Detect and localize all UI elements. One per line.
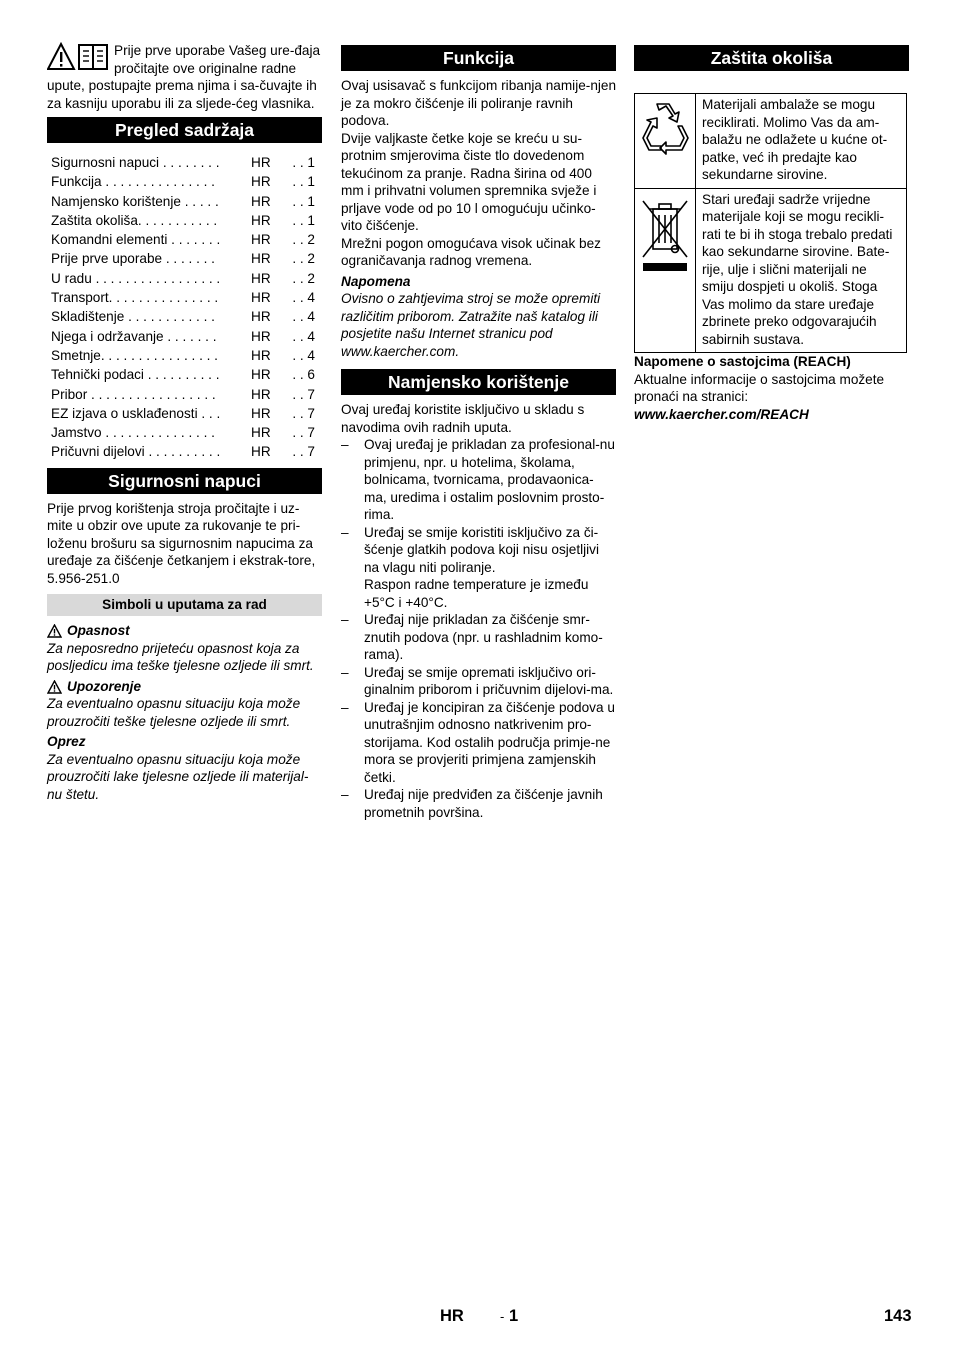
toc-row[interactable] xyxy=(47,327,322,346)
intended-use-heading: Namjensko korištenje xyxy=(341,369,616,395)
toc-entry-title: U radu . . . . . . . . . . . . . . . . . xyxy=(51,270,221,286)
footer-local-number: 1 xyxy=(508,1307,519,1325)
toc-entry-page: . . 1 xyxy=(292,155,315,170)
toc-entry-title: Transport. . . . . . . . . . . . . . . xyxy=(51,290,219,306)
toc-entry-page: . . 7 xyxy=(292,386,315,402)
warning-label-row xyxy=(47,678,322,696)
table-row xyxy=(635,188,907,353)
toc-entry-title: Pričuvni dijelovi . . . . . . . . . . xyxy=(51,444,221,460)
toc-entry-title: Zaštita okoliša. . . . . . . . . . . xyxy=(51,212,218,228)
toc-entry-page: . . 4 xyxy=(292,347,315,363)
reach-link[interactable]: www.kaercher.com/REACH xyxy=(634,406,809,422)
toc-entry-lang: HR xyxy=(251,347,271,363)
footer-local-page xyxy=(500,1306,518,1327)
toc-row[interactable] xyxy=(47,288,322,307)
intro-block xyxy=(47,42,322,112)
toc-entry-title: Prije prve uporabe . . . . . . . xyxy=(51,251,215,267)
toc-entry-page: . . 4 xyxy=(292,309,315,325)
toc-entry-lang: HR xyxy=(251,193,271,209)
toc-entry-page: . . 6 xyxy=(292,367,315,383)
toc-table xyxy=(47,153,322,462)
footer-lang: HR xyxy=(440,1307,464,1325)
weee-bin-icon-cell xyxy=(635,188,696,353)
toc-entry-page: . . 2 xyxy=(292,232,315,248)
toc-entry-title: EZ izjava o usklađenosti . . . xyxy=(51,405,221,421)
toc-entry-title: Smetnje. . . . . . . . . . . . . . . . xyxy=(51,347,218,363)
function-p3: Mrežni pogon omogućava visok učinak bez ograničavanja radnog vremena. xyxy=(341,235,601,268)
function-note-text: Ovisno o zahtjevima stroj se može opremiti različitim priborom. Zatražite naš katalog ili posjetite našu Internet stranicu pod www.kaercher.com. xyxy=(341,291,601,359)
toc-entry-lang: HR xyxy=(251,174,271,190)
danger-text: Za neposredno prijeteću opasnost koja za posljedicu ima teške tjelesne ozljede ili smrt. xyxy=(47,640,314,674)
danger-label: Opasnost xyxy=(67,623,130,639)
toc-entry-title: Njega i održavanje . . . . . . . xyxy=(51,328,217,344)
toc-entry-title: Sigurnosni napuci . . . . . . . . xyxy=(51,155,220,170)
toc-entry-title: Tehnički podaci . . . . . . . . . . xyxy=(51,367,220,383)
toc-entry-page: . . 7 xyxy=(292,425,315,441)
temperature-note: Raspon radne temperature je između +5°C i +40°C. xyxy=(364,577,589,610)
toc-row[interactable] xyxy=(47,346,322,365)
reach-text: Aktualne informacije o sastojcima možete pronaći na stranici: xyxy=(634,371,885,404)
toc-entry-title: Funkcija . . . . . . . . . . . . . . . xyxy=(51,174,215,190)
packaging-recycling-text: Materijali ambalaže se mogu reciklirati. Molimo Vas da am-balažu ne odlažete u kućne ot-patke, već ih predajte kao sekundarne sirovine. xyxy=(696,94,907,189)
recycling-icon-cell xyxy=(635,94,696,189)
toc-entry-title: Pribor . . . . . . . . . . . . . . . . . xyxy=(51,386,216,402)
safety-text: Prije prvog korištenja stroja pročitajte i uz-mite u obzir ove upute za rukovanje te pri-loženu brošuru sa sigurnosnim napucima za uređaje za čišćenje četkanjem i ekstrak-tore, 5.956-251.0 xyxy=(47,500,316,586)
toc-entry-lang: HR xyxy=(251,328,271,344)
intro-text: Prije prve uporabe Vašeg ure-đaja pročitajte ove originalne radne upute, postupajte prema njima i sa-čuvajte ih za kasniju uporabu ili za sljede-ćeg vlasnika. xyxy=(47,43,321,111)
toc-entry-title: Namjensko korištenje . . . . . xyxy=(51,193,219,209)
toc-entry-lang: HR xyxy=(251,290,271,306)
list-item xyxy=(341,524,616,612)
warning-triangle-icon xyxy=(47,624,62,638)
toc-heading: Pregled sadržaja xyxy=(47,117,322,143)
warning-label: Upozorenje xyxy=(67,678,142,694)
toc-entry-page: . . 2 xyxy=(292,251,315,267)
function-p1: Ovaj usisavač s funkcijom ribanja namije-njen je za mokro čišćenje ili poliranje ravnih podova. xyxy=(341,78,617,128)
function-p2: Dvije valjkaste četke koje se kreću u su-protnim smjerovima čiste tlo dovedenom tekućinom za pranje. Radna širina od 400 mm i prihvatni volumen spremnika svježe i prljave vode od po 10 l omogućuju učinko-vito čišćenje. xyxy=(341,130,597,233)
footer-dash: - xyxy=(500,1309,505,1324)
toc-row[interactable] xyxy=(47,307,322,326)
crossed-bin-icon xyxy=(639,195,691,275)
toc-entry-title: Jamstvo . . . . . . . . . . . . . . . xyxy=(51,425,215,441)
toc-row[interactable] xyxy=(47,192,322,211)
toc-entry-page: . . 4 xyxy=(292,290,315,306)
list-item: – Ovaj uređaj je prikladan za profesional-nu primjenu, npr. u hotelima, školama, bolnicama, tvornicama, prodavaonica-ma, uredima i ostalim poslovnim prosto-rima. xyxy=(341,436,616,524)
toc-row[interactable] xyxy=(47,249,322,268)
toc-entry-lang: HR xyxy=(251,405,271,421)
caution-label: Oprez xyxy=(47,734,86,750)
toc-entry-page: . . 4 xyxy=(292,328,315,344)
warning-manual-icon xyxy=(47,42,111,72)
toc-entry-lang: HR xyxy=(251,425,271,441)
toc-entry-lang: HR xyxy=(251,309,271,325)
toc-row[interactable] xyxy=(47,153,322,172)
toc-row[interactable] xyxy=(47,404,322,423)
safety-heading: Sigurnosni napuci xyxy=(47,468,322,494)
toc-entry-lang: HR xyxy=(251,386,271,402)
toc-row[interactable] xyxy=(47,365,322,384)
toc-entry-title: Komandni elementi . . . . . . . xyxy=(51,232,221,248)
list-item: – Uređaj je koncipiran za čišćenje podova u unutrašnjim odnosno natkrivenim pro-storijama. Kod ostalih područja primje-ne mora se provjeriti primjena zamjenskih četki. xyxy=(341,699,616,787)
list-item: – Uređaj nije prikladan za čišćenje smr-znutih podova (npr. u rashladnim komo-rama). xyxy=(341,611,616,664)
toc-row[interactable] xyxy=(47,442,322,461)
toc-entry-page: . . 1 xyxy=(292,174,315,190)
table-row xyxy=(635,94,907,189)
danger-label-row xyxy=(47,622,322,640)
intended-use-list xyxy=(341,436,616,821)
toc-entry-lang: HR xyxy=(251,155,271,170)
old-devices-text: Stari uređaji sadrže vrijedne materijale koji se mogu recikli-rati te bi ih stoga trebalo predati kao sekundarne sirovine. Bate-rije, ulje i slični materijali ne smiju dospjeti u okoliš. Stoga Vas molimo da stare uređaje zbrinete preko odgovarajućih sabirnih sustava. xyxy=(696,188,907,353)
right-column xyxy=(634,42,909,423)
symbols-heading: Simboli u uputama za rad xyxy=(47,594,322,616)
environment-heading: Zaštita okoliša xyxy=(634,45,909,71)
toc-entry-page: . . 7 xyxy=(292,444,315,460)
toc-entry-lang: HR xyxy=(251,270,271,286)
list-item: – Uređaj nije predviđen za čišćenje javnih prometnih površina. xyxy=(341,786,616,821)
page-number: 143 xyxy=(884,1307,912,1325)
toc-row[interactable] xyxy=(47,269,322,288)
list-item: – Uređaj se smije opremati isključivo ori-ginalnim priborom i pričuvnim dijelovi-ma. xyxy=(341,664,616,699)
toc-row[interactable] xyxy=(47,230,322,249)
toc-entry-lang: HR xyxy=(251,232,271,248)
toc-entry-page: . . 2 xyxy=(292,270,315,286)
intended-use-intro: Ovaj uređaj koristite isključivo u skladu s navodima ovih radnih uputa. xyxy=(341,402,585,435)
list-item-text: Uređaj se smije koristiti isključivo za či-šćenje glatkih podova koji nisu osjetljivi na vlagu niti poliranje. xyxy=(364,524,599,575)
toc-row[interactable] xyxy=(47,211,322,230)
function-heading: Funkcija xyxy=(341,45,616,71)
middle-column xyxy=(341,42,616,821)
toc-row[interactable] xyxy=(47,385,322,404)
warning-triangle-icon xyxy=(47,680,62,694)
toc-entry-page: . . 7 xyxy=(292,405,315,421)
toc-row[interactable] xyxy=(47,423,322,442)
toc-entry-title: Skladištenje . . . . . . . . . . . . xyxy=(51,309,215,325)
function-note-label: Napomena xyxy=(341,273,411,289)
toc-entry-lang: HR xyxy=(251,367,271,383)
toc-row[interactable] xyxy=(47,172,322,191)
warning-text: Za eventualno opasnu situaciju koja može prouzročiti teške tjelesne ozljede ili smrt. xyxy=(47,696,301,729)
toc-entry-page: . . 1 xyxy=(292,212,315,228)
toc-entry-lang: HR xyxy=(251,212,271,228)
toc-entry-lang: HR xyxy=(251,251,271,267)
caution-text: Za eventualno opasnu situaciju koja može prouzročiti lake tjelesne ozljede ili materijal-nu štetu. xyxy=(47,751,309,802)
recycling-icon xyxy=(639,100,691,160)
toc-entry-lang: HR xyxy=(251,444,271,460)
toc-entry-page: . . 1 xyxy=(292,193,315,209)
environment-table xyxy=(634,93,907,353)
left-column xyxy=(47,42,322,803)
reach-heading: Napomene o sastojcima (REACH) xyxy=(634,354,851,369)
